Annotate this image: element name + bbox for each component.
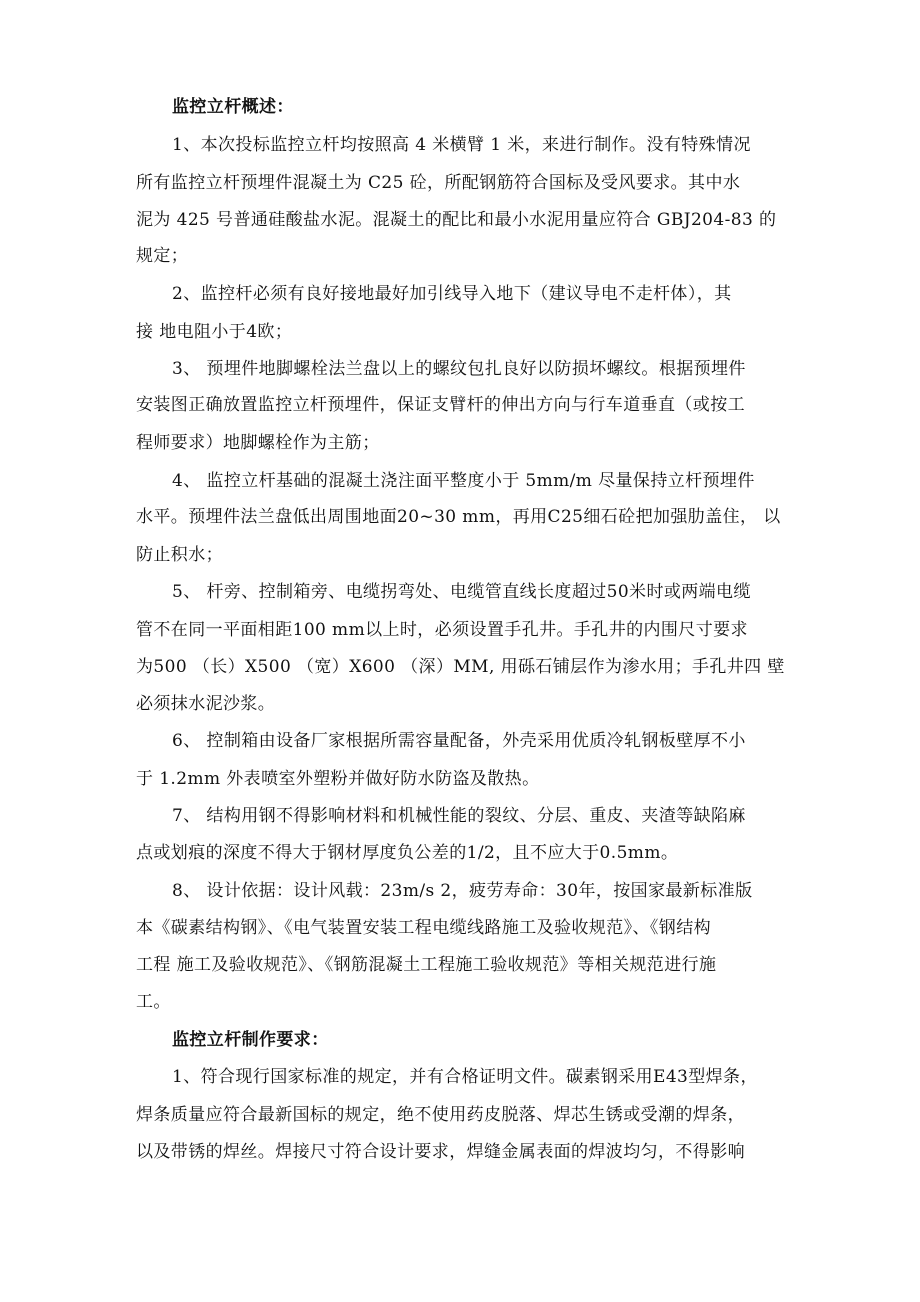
paragraph-line: 点或划痕的深度不得大于钢材厚度负公差的1/2，且不应大于0.5mm。: [136, 843, 679, 863]
paragraph-line: 为500 （长）X500 （宽）X600 （深）MM, 用砾石铺层作为渗水用；手孔井四 壁: [136, 657, 785, 677]
paragraph-line: 规定；: [136, 246, 189, 266]
paragraph-line: 工。: [136, 992, 171, 1012]
paragraph-line: 必须抹水泥沙浆。: [136, 694, 276, 714]
paragraph-line: 泥为 425 号普通硅酸盐水泥。混凝土的配比和最小水泥用量应符合 GBJ204-83 的: [136, 210, 777, 230]
paragraph-line: 4、 监控立杆基础的混凝土浇注面平整度小于 5mm/m 尽量保持立杆预埋件: [172, 471, 755, 491]
paragraph-line: 1、符合现行国家标准的规定，并有合格证明文件。碳素钢采用E43型焊条，: [172, 1067, 758, 1087]
paragraph-line: 2、监控杆必须有良好接地最好加引线导入地下（建议导电不走杆体），其: [172, 284, 732, 304]
paragraph-line: 程师要求）地脚螺栓作为主筋；: [136, 433, 380, 453]
paragraph-line: 管不在同一平面相距100 mm以上时，必须设置手孔井。手孔井的内围尺寸要求: [136, 620, 748, 640]
paragraph-line: 工程 施工及验收规范》、《钢筋混凝土工程施工验收规范》等相关规范进行施: [136, 955, 717, 975]
paragraph-line: 1、本次投标监控立杆均按照高 4 米横臂 1 米，来进行制作。没有特殊情况: [172, 135, 751, 155]
paragraph-line: 5、 杆旁、控制箱旁、电缆拐弯处、电缆管直线长度超过50米时或两端电缆: [172, 582, 751, 602]
paragraph-line: 于 1.2mm 外表喷室外塑粉并做好防水防盗及散热。: [136, 769, 540, 789]
paragraph-line: 接 地电阻小于4欧；: [136, 322, 293, 342]
paragraph-line: 3、 预埋件地脚螺栓法兰盘以上的螺纹包扎良好以防损坏螺纹。根据预埋件: [172, 359, 746, 379]
paragraph-line: 7、 结构用钢不得影响材料和机械性能的裂纹、分层、重皮、夹渣等缺陷麻: [172, 806, 746, 826]
section-heading-requirements: 监控立杆制作要求：: [172, 1030, 329, 1050]
paragraph-line: 6、 控制箱由设备厂家根据所需容量配备，外壳采用优质冷轧钢板壁厚不小: [172, 731, 746, 751]
paragraph-line: 所有监控立杆预埋件混凝土为 C25 砼，所配钢筋符合国标及受风要求。其中水: [136, 173, 741, 193]
paragraph-line: 以及带锈的焊丝。焊接尺寸符合设计要求，焊缝金属表面的焊波均匀，不得影响: [136, 1142, 745, 1162]
paragraph-line: 8、 设计依据：设计风载：23m/s 2，疲劳寿命：30年，按国家最新标准版: [172, 881, 753, 901]
paragraph-line: 水平。预埋件法兰盘低出周围地面20~30 mm，再用C25细石砼把加强肋盖住， 以: [136, 507, 781, 527]
paragraph-line: 本《碳素结构钢》、《电气装置安装工程电缆线路施工及验收规范》、《钢结构: [136, 918, 711, 938]
paragraph-line: 安装图正确放置监控立杆预埋件，保证支臂杆的伸出方向与行车道垂直（或按工: [136, 395, 745, 415]
paragraph-line: 焊条质量应符合最新国标的规定，绝不使用药皮脱落、焊芯生锈或受潮的焊条，: [136, 1105, 745, 1125]
section-heading-overview: 监控立杆概述：: [172, 97, 294, 117]
paragraph-line: 防止积水；: [136, 545, 223, 565]
